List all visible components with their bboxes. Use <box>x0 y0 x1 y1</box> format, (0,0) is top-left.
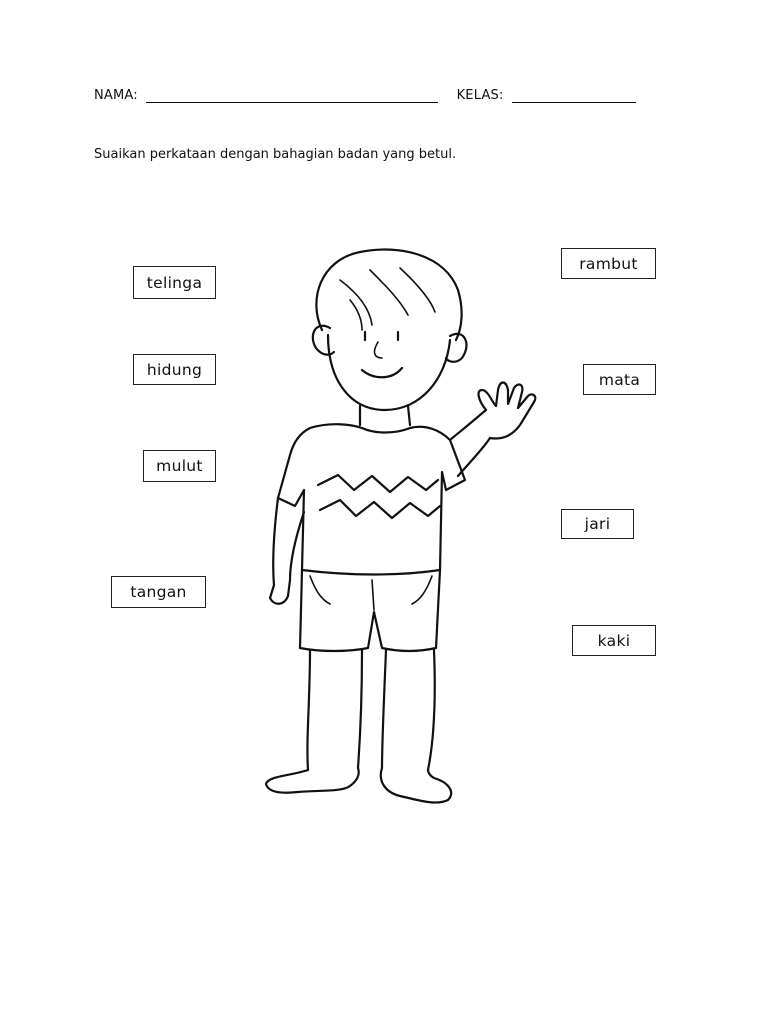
left-leg <box>307 650 362 770</box>
name-label: NAMA: <box>94 88 138 103</box>
student-info-row <box>94 88 636 103</box>
face-outline <box>328 335 450 410</box>
instruction-text: Suaikan perkataan dengan bahagian badan yang betul. <box>94 147 457 162</box>
raised-forearm <box>458 438 490 476</box>
word-box-mata[interactable]: mata <box>583 364 656 395</box>
word-box-telinga[interactable]: telinga <box>133 266 216 299</box>
mouth <box>362 368 402 377</box>
left-arm <box>270 498 304 604</box>
left-ear <box>313 326 334 355</box>
right-foot <box>381 768 451 803</box>
shirt-outline <box>278 424 465 574</box>
hand-fingers <box>479 383 536 439</box>
shirt-zigzag-bottom <box>320 500 440 518</box>
word-box-kaki[interactable]: kaki <box>572 625 656 656</box>
word-box-rambut[interactable]: rambut <box>561 248 656 279</box>
left-foot <box>266 768 359 793</box>
neck <box>360 406 410 425</box>
shirt-zigzag-top <box>318 475 438 492</box>
word-box-jari[interactable]: jari <box>561 509 634 539</box>
shorts-pockets <box>310 576 432 610</box>
word-box-mulut[interactable]: mulut <box>143 450 216 482</box>
class-blank-line[interactable] <box>512 90 636 103</box>
boy-illustration <box>250 240 560 830</box>
raised-arm <box>450 410 486 440</box>
shorts-outline <box>300 570 440 651</box>
name-blank-line[interactable] <box>146 90 438 103</box>
hair-strands <box>340 268 435 330</box>
hair-outline <box>316 250 461 340</box>
nose <box>375 342 382 358</box>
word-box-tangan[interactable]: tangan <box>111 576 206 608</box>
word-box-hidung[interactable]: hidung <box>133 354 216 385</box>
class-label: KELAS: <box>456 88 504 103</box>
right-leg <box>382 650 435 770</box>
